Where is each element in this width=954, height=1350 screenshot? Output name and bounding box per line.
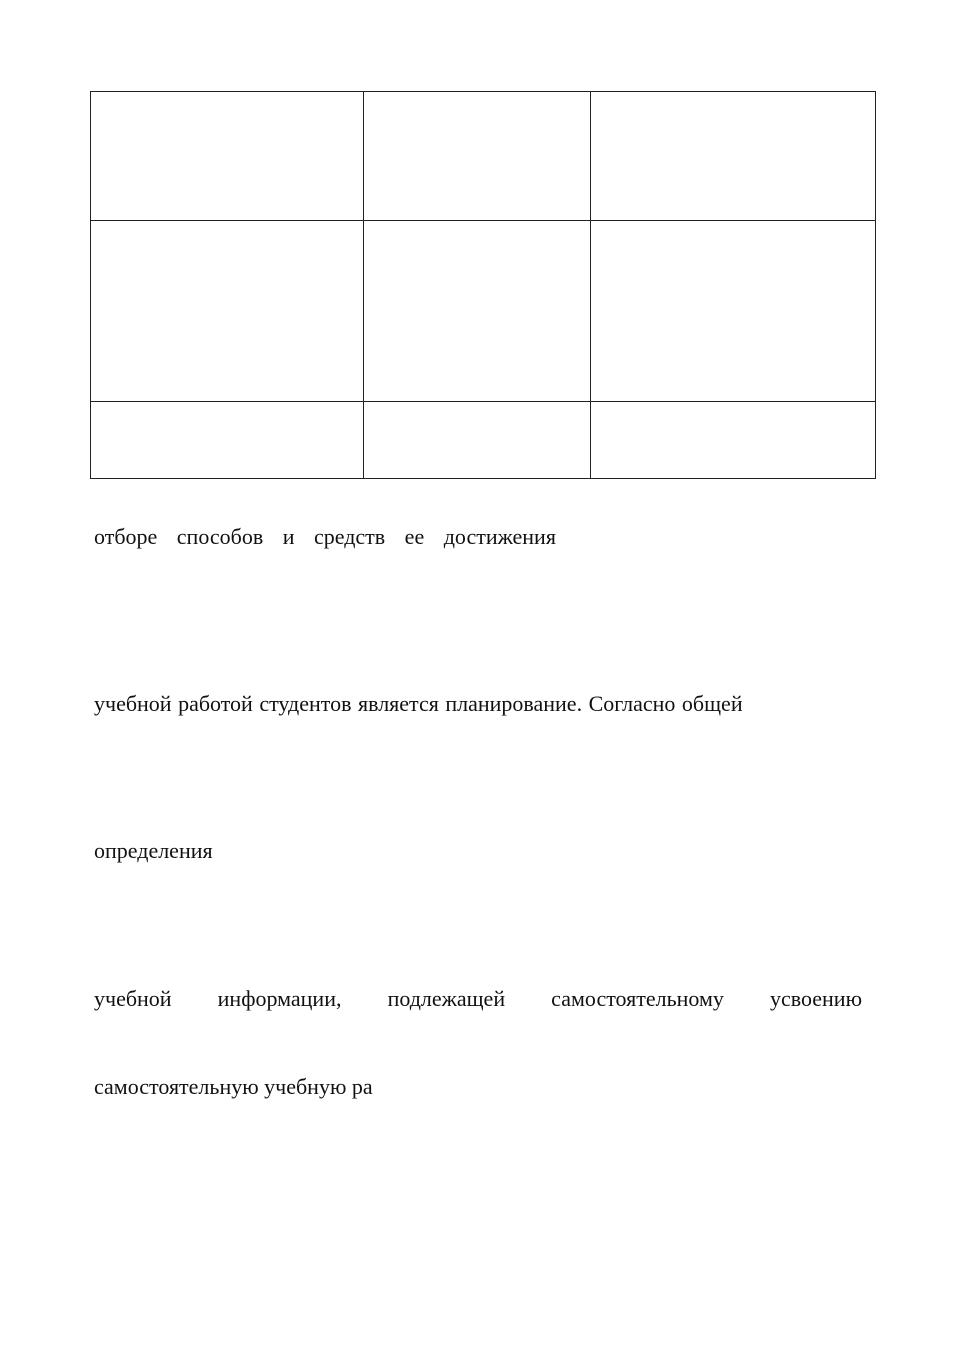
table-cell: [364, 92, 591, 221]
table-row: [91, 221, 876, 402]
empty-table: [90, 91, 876, 479]
table-cell: [91, 402, 364, 479]
table-row: [91, 92, 876, 221]
text-line: учебной работой студентов является планирование. Согласно общей: [94, 691, 743, 716]
table-cell: [91, 92, 364, 221]
table-cell: [591, 221, 876, 402]
table-row: [91, 402, 876, 479]
table-cell: [364, 221, 591, 402]
text-line: отборе способов и средств ее достижения: [94, 524, 556, 549]
text-line: самостоятельную учебную ра: [94, 1074, 373, 1099]
table-cell: [591, 402, 876, 479]
table-cell: [591, 92, 876, 221]
table-cell: [91, 221, 364, 402]
text-line: определения: [94, 838, 213, 863]
text-line: учебной информации, подлежащей самостоятельному усвоению: [94, 986, 862, 1011]
table-cell: [364, 402, 591, 479]
